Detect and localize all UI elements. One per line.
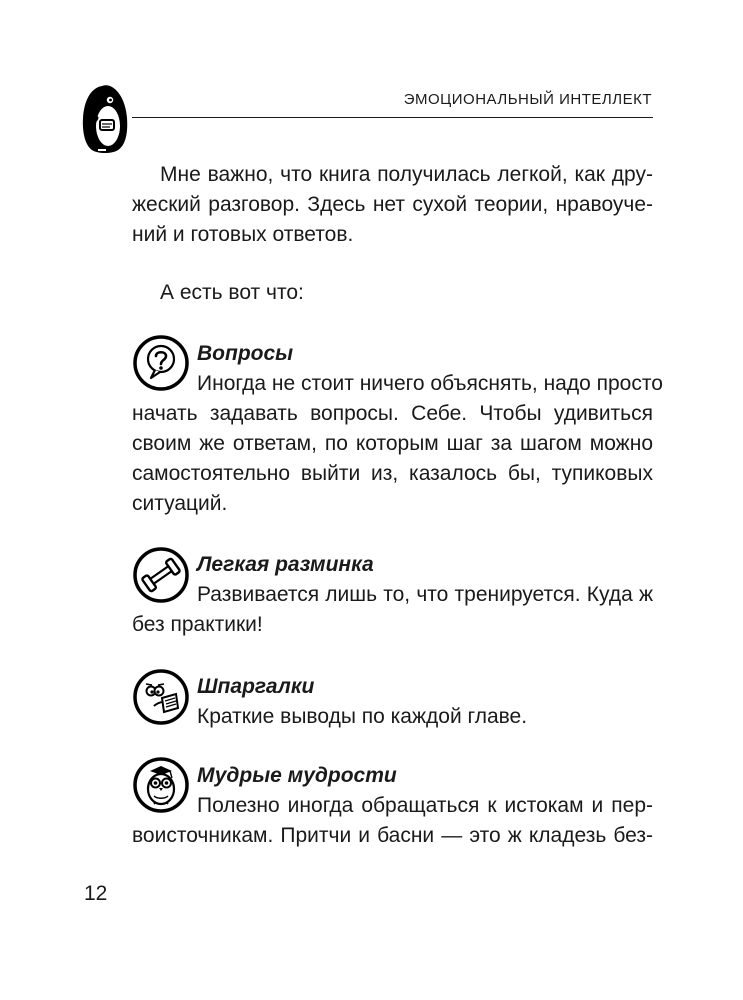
intro-line: жеский разговор. Здесь нет сухой теории, нравоуче- [132, 193, 653, 216]
header-divider [132, 117, 653, 118]
running-head-title: ЭМОЦИОНАЛЬНЫЙ ИНТЕЛЛЕКТ [403, 91, 652, 108]
page-number: 12 [84, 882, 108, 905]
section-line: Развивается лишь то, что тренируется. Куда ж [197, 583, 653, 606]
section-wisdom [132, 761, 653, 851]
section-cheat-sheets [132, 672, 653, 732]
section-questions [132, 339, 663, 519]
section-line: самостоятельно выйти из, казалось бы, тупиковых [132, 462, 653, 485]
intro-line: Мне важно, что книга получилась легкой, как дру- [160, 163, 653, 186]
section-title: Мудрые мудрости [197, 764, 397, 787]
penguin-logo-icon [80, 84, 130, 154]
section-title: Шпаргалки [197, 675, 315, 698]
section-line: Полезно иногда обращаться к истокам и пер- [197, 794, 653, 817]
section-line: воисточникам. Притчи и басни — это ж кладезь без- [132, 824, 653, 847]
section-line: Иногда не стоит ничего объяснять, надо просто [197, 372, 663, 395]
intro-line: ний и готовых ответов. [132, 223, 354, 246]
section-title: Вопросы [197, 342, 294, 365]
section-line: Краткие выводы по каждой главе. [197, 705, 528, 728]
section-line: своим же ответам, по которым шаг за шагом можно [132, 432, 653, 455]
section-line: ситуаций. [132, 492, 228, 515]
section-title: Легкая разминка [197, 553, 374, 576]
section-warmup [132, 550, 653, 640]
section-line: без практики! [132, 613, 263, 636]
section-line: начать задавать вопросы. Себе. Чтобы удивиться [132, 402, 653, 425]
intro-paragraph [132, 160, 653, 250]
lead-sentence: А есть вот что: [160, 281, 304, 304]
